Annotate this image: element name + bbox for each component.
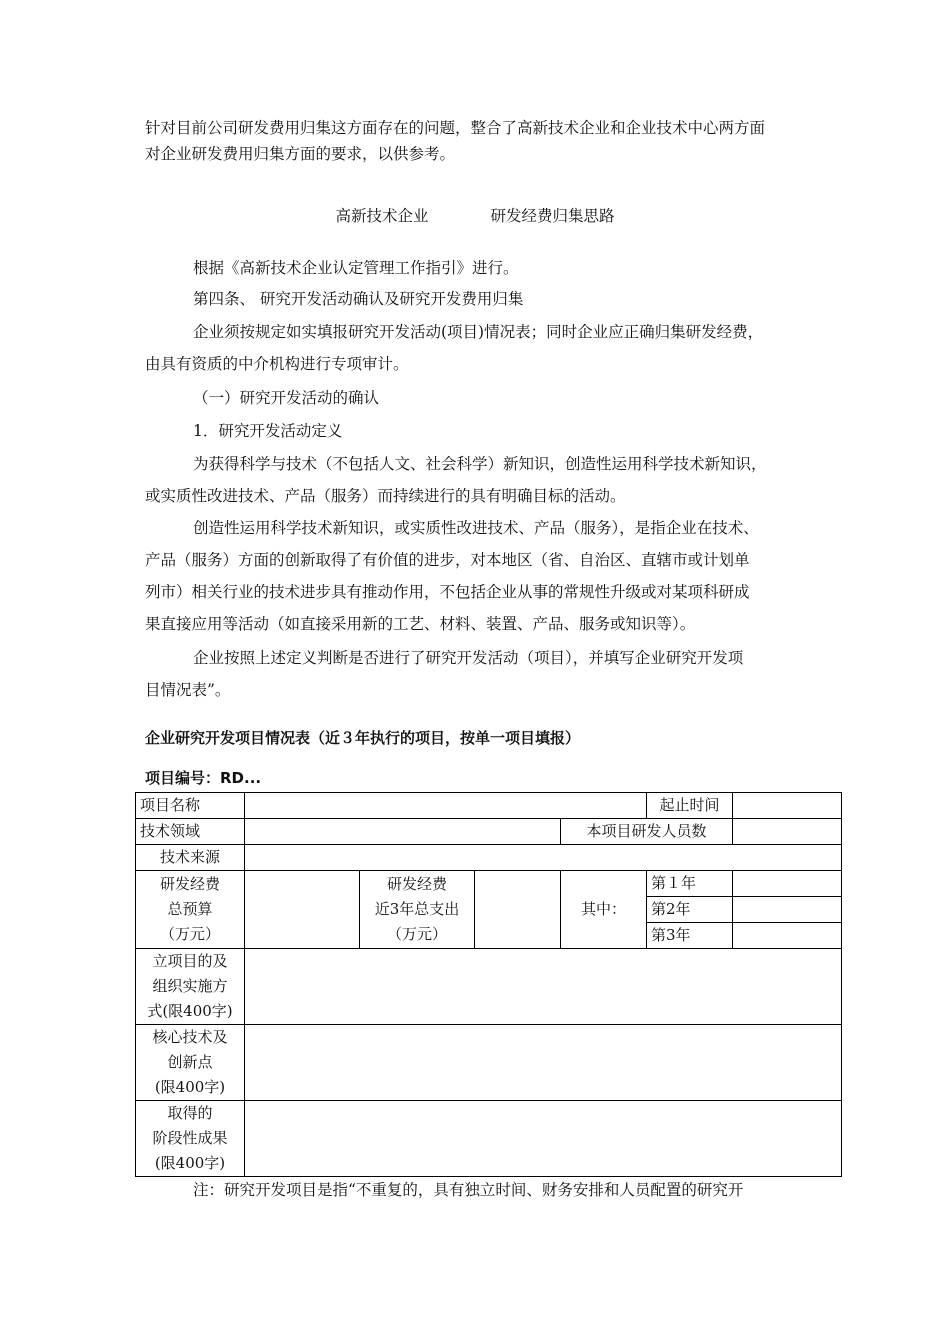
results-field[interactable] [245, 1101, 842, 1177]
purpose-label-line: 式(限400字) [147, 1002, 233, 1020]
core-tech-label-line: (限400字) [154, 1078, 226, 1096]
paragraph: 由具有资质的中介机构进行专项审计。 [145, 355, 409, 373]
budget-field[interactable] [245, 871, 360, 949]
year-2-label: 第2年 [647, 897, 733, 923]
staff-count-label: 本项目研发人员数 [561, 819, 733, 845]
core-tech-label-line: 创新点 [167, 1053, 213, 1071]
results-label-line: 阶段性成果 [152, 1129, 228, 1147]
paragraph: 或实质性改进技术、产品（服务）而持续进行的具有明确目标的活动。 [145, 487, 626, 505]
paragraph: 目情况表”。 [145, 681, 231, 699]
table-title: 企业研究开发项目情况表（近３年执行的项目，按单一项目填报） [145, 729, 581, 747]
start-end-label: 起止时间 [647, 793, 733, 819]
core-tech-label-line: 核心技术及 [152, 1028, 228, 1046]
project-number-label: 项目编号：RD... [145, 769, 262, 787]
core-tech-field[interactable] [245, 1025, 842, 1101]
project-name-field[interactable] [245, 793, 647, 819]
year-3-field[interactable] [733, 923, 842, 949]
purpose-label [136, 949, 245, 1025]
results-label-line: (限400字) [154, 1154, 226, 1172]
spend-label-line: （万元） [386, 925, 447, 943]
spend-field[interactable] [475, 871, 561, 949]
spend-label-line: 研发经费 [386, 875, 447, 893]
spend-label [360, 871, 475, 949]
footnote: 注：研究开发项目是指“不重复的，具有独立时间、财务安排和人员配置的研究开 [193, 1181, 744, 1199]
paragraph: 创造性运用科学技术新知识，或实质性改进技术、产品（服务），是指企业在技术、 [193, 519, 759, 537]
purpose-label-line: 立项目的及 [152, 952, 228, 970]
budget-label-line: 研发经费 [159, 875, 220, 893]
paragraph: 企业按照上述定义判断是否进行了研究开发活动（项目），并填写企业研究开发项 [193, 649, 744, 667]
paragraph: 企业须按规定如实填报研究开发活动(项目)情况表；同时企业应正确归集研发经费， [193, 323, 764, 341]
tech-field-label: 技术领域 [136, 819, 245, 845]
paragraph: 为获得科学与技术（不包括人文、社会科学）新知识，创造性运用科学技术新知识， [193, 455, 767, 473]
year-3-label: 第3年 [647, 923, 733, 949]
year-1-label: 第１年 [647, 871, 733, 897]
rd-project-form [135, 792, 842, 1177]
paragraph: 产品（服务）方面的创新取得了有价值的进步，对本地区（省、自治区、直辖市或计划单 [145, 551, 750, 569]
budget-label-line: （万元） [159, 925, 220, 943]
start-end-field[interactable] [733, 793, 842, 819]
year-1-field[interactable] [733, 871, 842, 897]
item-heading: 1．研究开发活动定义 [193, 422, 343, 440]
purpose-label-line: 组织实施方 [152, 977, 228, 995]
project-name-label: 项目名称 [136, 793, 245, 819]
budget-label-line: 总预算 [167, 900, 213, 918]
section-title [0, 204, 950, 226]
subsection-heading: （一）研究开发活动的确认 [193, 389, 380, 407]
spend-label-line: 近3年总支出 [374, 900, 460, 918]
paragraph: 列市）相关行业的技术进步具有推动作用，不包括企业从事的常规性升级或对某项科研成 [145, 583, 750, 601]
year-2-field[interactable] [733, 897, 842, 923]
of-which-label: 其中： [561, 871, 647, 949]
tech-source-label: 技术来源 [136, 845, 245, 871]
intro-line-1: 针对目前公司研发费用归集这方面存在的问题，整合了高新技术企业和企业技术中心两方面 [145, 119, 766, 137]
tech-source-field[interactable] [245, 845, 842, 871]
results-label [136, 1101, 245, 1177]
article-heading: 第四条、 研究开发活动确认及研究开发费用归集 [193, 290, 524, 308]
intro-line-2: 对企业研发费用归集方面的要求，以供参考。 [145, 145, 456, 163]
staff-count-field[interactable] [733, 819, 842, 845]
tech-field-field[interactable] [245, 819, 561, 845]
section-title-right: 研发经费归集思路 [490, 207, 615, 225]
budget-label [136, 871, 245, 949]
section-title-left: 高新技术企业 [335, 207, 429, 225]
core-tech-label [136, 1025, 245, 1101]
purpose-field[interactable] [245, 949, 842, 1025]
paragraph: 根据《高新技术企业认定管理工作指引》进行。 [193, 259, 519, 277]
results-label-line: 取得的 [167, 1104, 213, 1122]
paragraph: 果直接应用等活动（如直接采用新的工艺、材料、装置、产品、服务或知识等）。 [145, 615, 696, 633]
